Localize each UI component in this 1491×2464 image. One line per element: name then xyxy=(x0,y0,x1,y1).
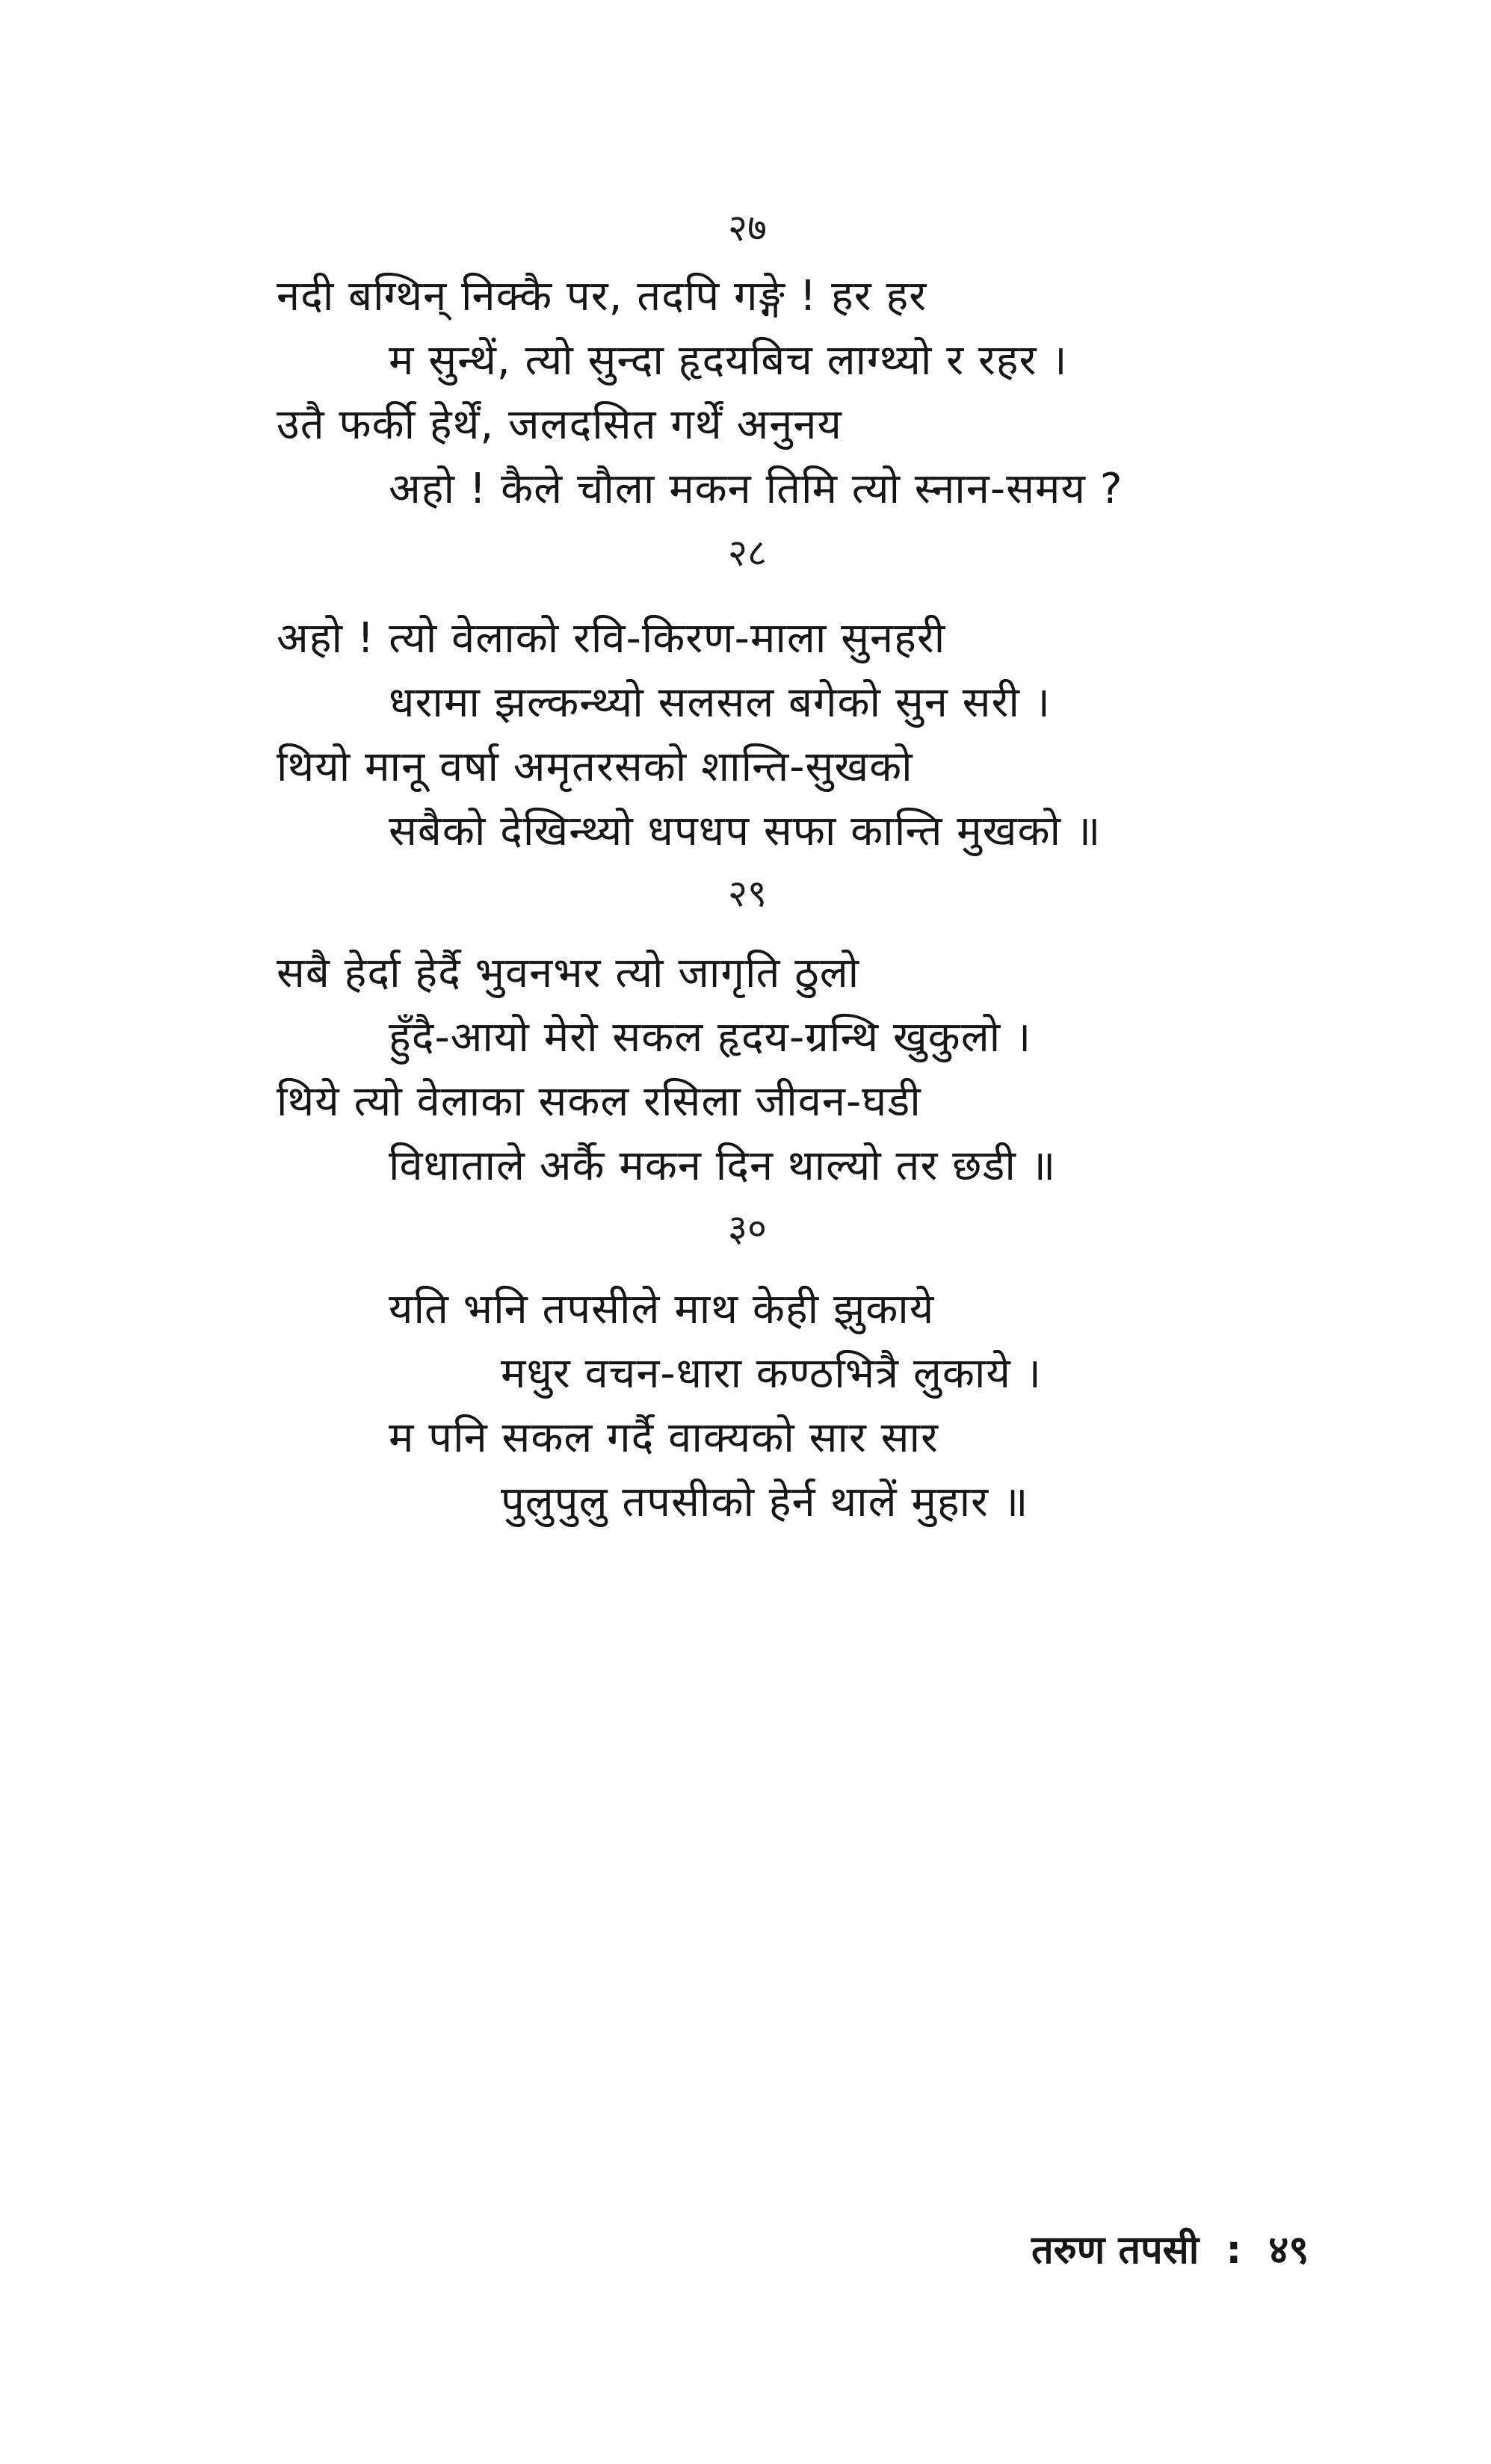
verse-line: म पनि सकल गर्दै वाक्यको सार सार xyxy=(389,1414,939,1462)
verse-line: हुँदै-आयो मेरो सकल हृदय-ग्रन्थि खुकुलो । xyxy=(389,1013,1032,1062)
verse-number: २७ xyxy=(728,206,767,250)
verse-number: २८ xyxy=(728,531,767,575)
verse-line: नदी बग्थिन् निक्कै पर, तदपि गङ्गे ! हर हर xyxy=(277,272,927,321)
verse-number: २९ xyxy=(728,872,767,915)
book-title: तरुण तपसी xyxy=(1031,2228,1200,2273)
verse-line: अहो ! कैले चौला मकन तिमि त्यो स्नान-समय ? xyxy=(389,465,1123,513)
verse-line: मधुर वचन-धारा कण्ठभित्रै लुकाये । xyxy=(501,1349,1042,1398)
verse-number: ३० xyxy=(728,1207,767,1250)
verse-line: विधाताले अर्कै मकन दिन थाल्यो तर छडी ॥ xyxy=(389,1142,1057,1190)
footer-separator: : xyxy=(1226,2228,1242,2273)
verse-line: पुलुपुलु तपसीको हेर्न थालें मुहार ॥ xyxy=(501,1478,1029,1526)
verse-line: यति भनि तपसीले माथ केही झुकाये xyxy=(389,1285,935,1334)
verse-line: अहो ! त्यो वेलाको रवि-किरण-माला सुनहरी xyxy=(277,614,946,663)
verse-line: धरामा झल्कन्थ्यो सलसल बगेको सुन सरी । xyxy=(389,678,1051,727)
verse-line: म सुन्थें, त्यो सुन्दा हृदयबिच लाग्थ्यो र रहर । xyxy=(389,336,1068,385)
page-footer xyxy=(1031,2226,1309,2274)
page-number: ४९ xyxy=(1268,2228,1309,2273)
verse-line: उतै फर्की हेर्थें, जलदसित गर्थें अनुनय xyxy=(277,400,842,449)
verse-line: थियो मानू वर्षा अमृतरसको शान्ति-सुखको xyxy=(277,743,913,791)
verse-line: सबैको देखिन्थ्यो धपधप सफा कान्ति मुखको ॥ xyxy=(389,807,1102,855)
verse-line: सबै हेर्दा हेर्दै भुवनभर त्यो जागृति ठुलो xyxy=(277,949,860,997)
verse-line: थिये त्यो वेलाका सकल रसिला जीवन-घडी xyxy=(277,1077,922,1126)
